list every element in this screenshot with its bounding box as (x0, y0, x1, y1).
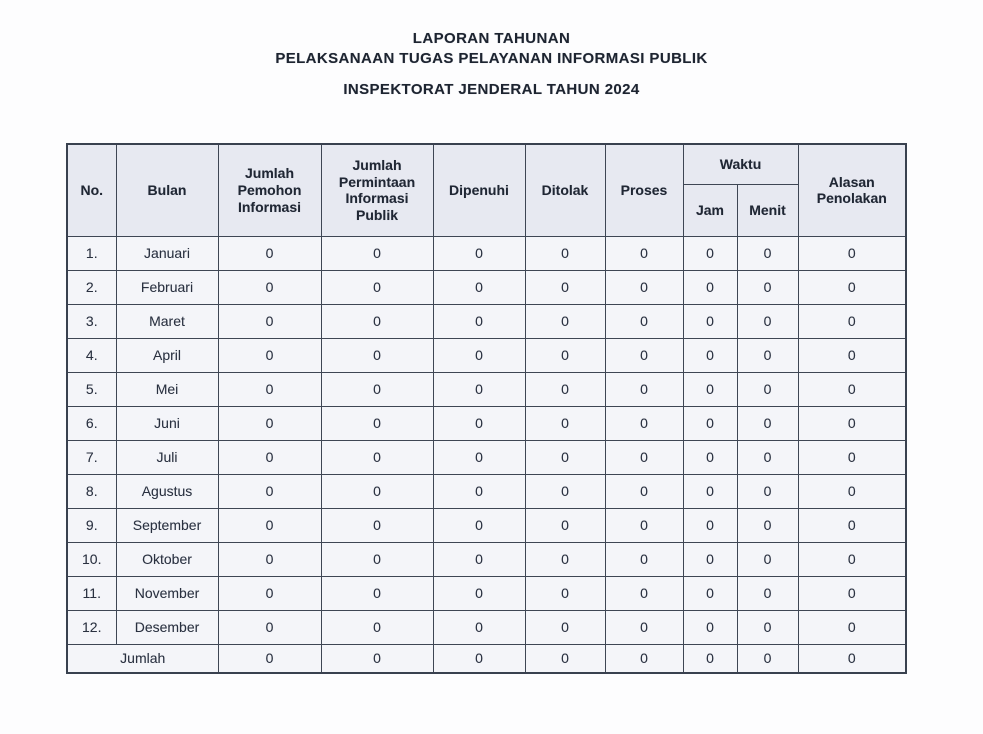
cell-alasan: 0 (798, 304, 906, 338)
table-header (67, 144, 906, 236)
cell-no: 2. (67, 270, 116, 304)
cell-permintaan: 0 (321, 270, 433, 304)
col-header-alasan-penolakan: Alasan Penolakan (798, 144, 906, 236)
cell-permintaan: 0 (321, 576, 433, 610)
table-row (67, 542, 906, 576)
table-row (67, 576, 906, 610)
cell-menit: 0 (737, 406, 798, 440)
cell-alasan: 0 (798, 542, 906, 576)
cell-ditolak: 0 (525, 372, 605, 406)
table-row (67, 236, 906, 270)
cell-bulan: Desember (116, 610, 218, 644)
cell-pemohon: 0 (218, 270, 321, 304)
cell-jam: 0 (683, 508, 737, 542)
table-footer (67, 644, 906, 673)
cell-permintaan: 0 (321, 338, 433, 372)
cell-menit: 0 (737, 542, 798, 576)
cell-pemohon: 0 (218, 406, 321, 440)
cell-ditolak: 0 (525, 474, 605, 508)
cell-bulan: Juni (116, 406, 218, 440)
cell-permintaan: 0 (321, 474, 433, 508)
annual-report-table (66, 143, 907, 674)
cell-no: 4. (67, 338, 116, 372)
cell-no: 10. (67, 542, 116, 576)
cell-permintaan: 0 (321, 236, 433, 270)
cell-jam: 0 (683, 372, 737, 406)
cell-ditolak: 0 (525, 542, 605, 576)
report-title-line-2: PELAKSANAAN TUGAS PELAYANAN INFORMASI PUBLIK (275, 50, 708, 67)
cell-alasan: 0 (798, 406, 906, 440)
table-row (67, 440, 906, 474)
cell-bulan: Februari (116, 270, 218, 304)
cell-dipenuhi: 0 (433, 440, 525, 474)
cell-pemohon: 0 (218, 440, 321, 474)
report-title-block (0, 29, 983, 100)
cell-alasan: 0 (798, 270, 906, 304)
total-cell-proses: 0 (605, 644, 683, 673)
cell-ditolak: 0 (525, 236, 605, 270)
col-header-dipenuhi: Dipenuhi (433, 144, 525, 236)
col-header-jumlah-pemohon: Jumlah Pemohon Informasi (218, 144, 321, 236)
cell-permintaan: 0 (321, 406, 433, 440)
cell-jam: 0 (683, 610, 737, 644)
cell-dipenuhi: 0 (433, 338, 525, 372)
cell-proses: 0 (605, 610, 683, 644)
total-cell-permintaan: 0 (321, 644, 433, 673)
cell-menit: 0 (737, 338, 798, 372)
cell-jam: 0 (683, 304, 737, 338)
cell-alasan: 0 (798, 610, 906, 644)
col-header-ditolak: Ditolak (525, 144, 605, 236)
report-title-line-3: INSPEKTORAT JENDERAL TAHUN 2024 (343, 81, 640, 98)
col-header-proses: Proses (605, 144, 683, 236)
cell-alasan: 0 (798, 338, 906, 372)
cell-pemohon: 0 (218, 508, 321, 542)
cell-proses: 0 (605, 474, 683, 508)
cell-pemohon: 0 (218, 610, 321, 644)
cell-no: 6. (67, 406, 116, 440)
cell-bulan: Oktober (116, 542, 218, 576)
total-cell-jam: 0 (683, 644, 737, 673)
cell-no: 11. (67, 576, 116, 610)
table-row (67, 610, 906, 644)
cell-proses: 0 (605, 508, 683, 542)
cell-proses: 0 (605, 338, 683, 372)
cell-ditolak: 0 (525, 270, 605, 304)
table-row (67, 406, 906, 440)
cell-menit: 0 (737, 304, 798, 338)
cell-permintaan: 0 (321, 304, 433, 338)
cell-dipenuhi: 0 (433, 270, 525, 304)
cell-menit: 0 (737, 576, 798, 610)
cell-proses: 0 (605, 236, 683, 270)
cell-alasan: 0 (798, 576, 906, 610)
header-row-1 (67, 144, 906, 184)
cell-bulan: September (116, 508, 218, 542)
cell-bulan: Maret (116, 304, 218, 338)
col-header-bulan: Bulan (116, 144, 218, 236)
cell-proses: 0 (605, 406, 683, 440)
cell-ditolak: 0 (525, 440, 605, 474)
cell-no: 5. (67, 372, 116, 406)
cell-pemohon: 0 (218, 304, 321, 338)
cell-proses: 0 (605, 304, 683, 338)
cell-no: 9. (67, 508, 116, 542)
table-body (67, 236, 906, 644)
cell-alasan: 0 (798, 372, 906, 406)
cell-menit: 0 (737, 508, 798, 542)
cell-ditolak: 0 (525, 508, 605, 542)
cell-jam: 0 (683, 440, 737, 474)
cell-pemohon: 0 (218, 372, 321, 406)
cell-no: 8. (67, 474, 116, 508)
cell-bulan: April (116, 338, 218, 372)
cell-no: 7. (67, 440, 116, 474)
cell-dipenuhi: 0 (433, 372, 525, 406)
cell-pemohon: 0 (218, 338, 321, 372)
cell-alasan: 0 (798, 236, 906, 270)
cell-jam: 0 (683, 474, 737, 508)
table-row (67, 508, 906, 542)
total-cell-pemohon: 0 (218, 644, 321, 673)
cell-proses: 0 (605, 270, 683, 304)
table-row (67, 372, 906, 406)
cell-pemohon: 0 (218, 474, 321, 508)
cell-alasan: 0 (798, 474, 906, 508)
cell-bulan: November (116, 576, 218, 610)
cell-bulan: Mei (116, 372, 218, 406)
cell-permintaan: 0 (321, 542, 433, 576)
cell-jam: 0 (683, 270, 737, 304)
cell-dipenuhi: 0 (433, 508, 525, 542)
cell-menit: 0 (737, 236, 798, 270)
cell-alasan: 0 (798, 440, 906, 474)
cell-pemohon: 0 (218, 542, 321, 576)
col-header-no: No. (67, 144, 116, 236)
total-label: Jumlah (67, 644, 218, 673)
cell-menit: 0 (737, 270, 798, 304)
cell-proses: 0 (605, 542, 683, 576)
cell-jam: 0 (683, 236, 737, 270)
cell-proses: 0 (605, 372, 683, 406)
cell-ditolak: 0 (525, 338, 605, 372)
cell-no: 3. (67, 304, 116, 338)
cell-alasan: 0 (798, 508, 906, 542)
cell-ditolak: 0 (525, 576, 605, 610)
col-header-menit: Menit (737, 184, 798, 236)
total-cell-menit: 0 (737, 644, 798, 673)
cell-permintaan: 0 (321, 372, 433, 406)
cell-no: 12. (67, 610, 116, 644)
col-header-jumlah-permintaan: Jumlah Permintaan Informasi Publik (321, 144, 433, 236)
col-header-waktu: Waktu (683, 144, 798, 184)
table-row (67, 304, 906, 338)
cell-ditolak: 0 (525, 304, 605, 338)
cell-pemohon: 0 (218, 236, 321, 270)
cell-jam: 0 (683, 576, 737, 610)
col-header-jam: Jam (683, 184, 737, 236)
cell-bulan: Juli (116, 440, 218, 474)
cell-dipenuhi: 0 (433, 542, 525, 576)
cell-dipenuhi: 0 (433, 474, 525, 508)
cell-menit: 0 (737, 372, 798, 406)
cell-jam: 0 (683, 406, 737, 440)
cell-menit: 0 (737, 440, 798, 474)
total-cell-ditolak: 0 (525, 644, 605, 673)
cell-jam: 0 (683, 338, 737, 372)
cell-proses: 0 (605, 440, 683, 474)
table-row (67, 474, 906, 508)
cell-permintaan: 0 (321, 440, 433, 474)
cell-dipenuhi: 0 (433, 304, 525, 338)
cell-dipenuhi: 0 (433, 610, 525, 644)
cell-ditolak: 0 (525, 610, 605, 644)
cell-pemohon: 0 (218, 576, 321, 610)
cell-ditolak: 0 (525, 406, 605, 440)
cell-dipenuhi: 0 (433, 406, 525, 440)
table-row (67, 270, 906, 304)
total-cell-dipenuhi: 0 (433, 644, 525, 673)
cell-permintaan: 0 (321, 610, 433, 644)
report-title-line-1: LAPORAN TAHUNAN (412, 30, 571, 47)
cell-no: 1. (67, 236, 116, 270)
cell-jam: 0 (683, 542, 737, 576)
cell-menit: 0 (737, 474, 798, 508)
cell-dipenuhi: 0 (433, 576, 525, 610)
total-cell-alasan: 0 (798, 644, 906, 673)
cell-bulan: Januari (116, 236, 218, 270)
cell-proses: 0 (605, 576, 683, 610)
cell-dipenuhi: 0 (433, 236, 525, 270)
cell-permintaan: 0 (321, 508, 433, 542)
table-row (67, 338, 906, 372)
cell-menit: 0 (737, 610, 798, 644)
cell-bulan: Agustus (116, 474, 218, 508)
total-row (67, 644, 906, 673)
